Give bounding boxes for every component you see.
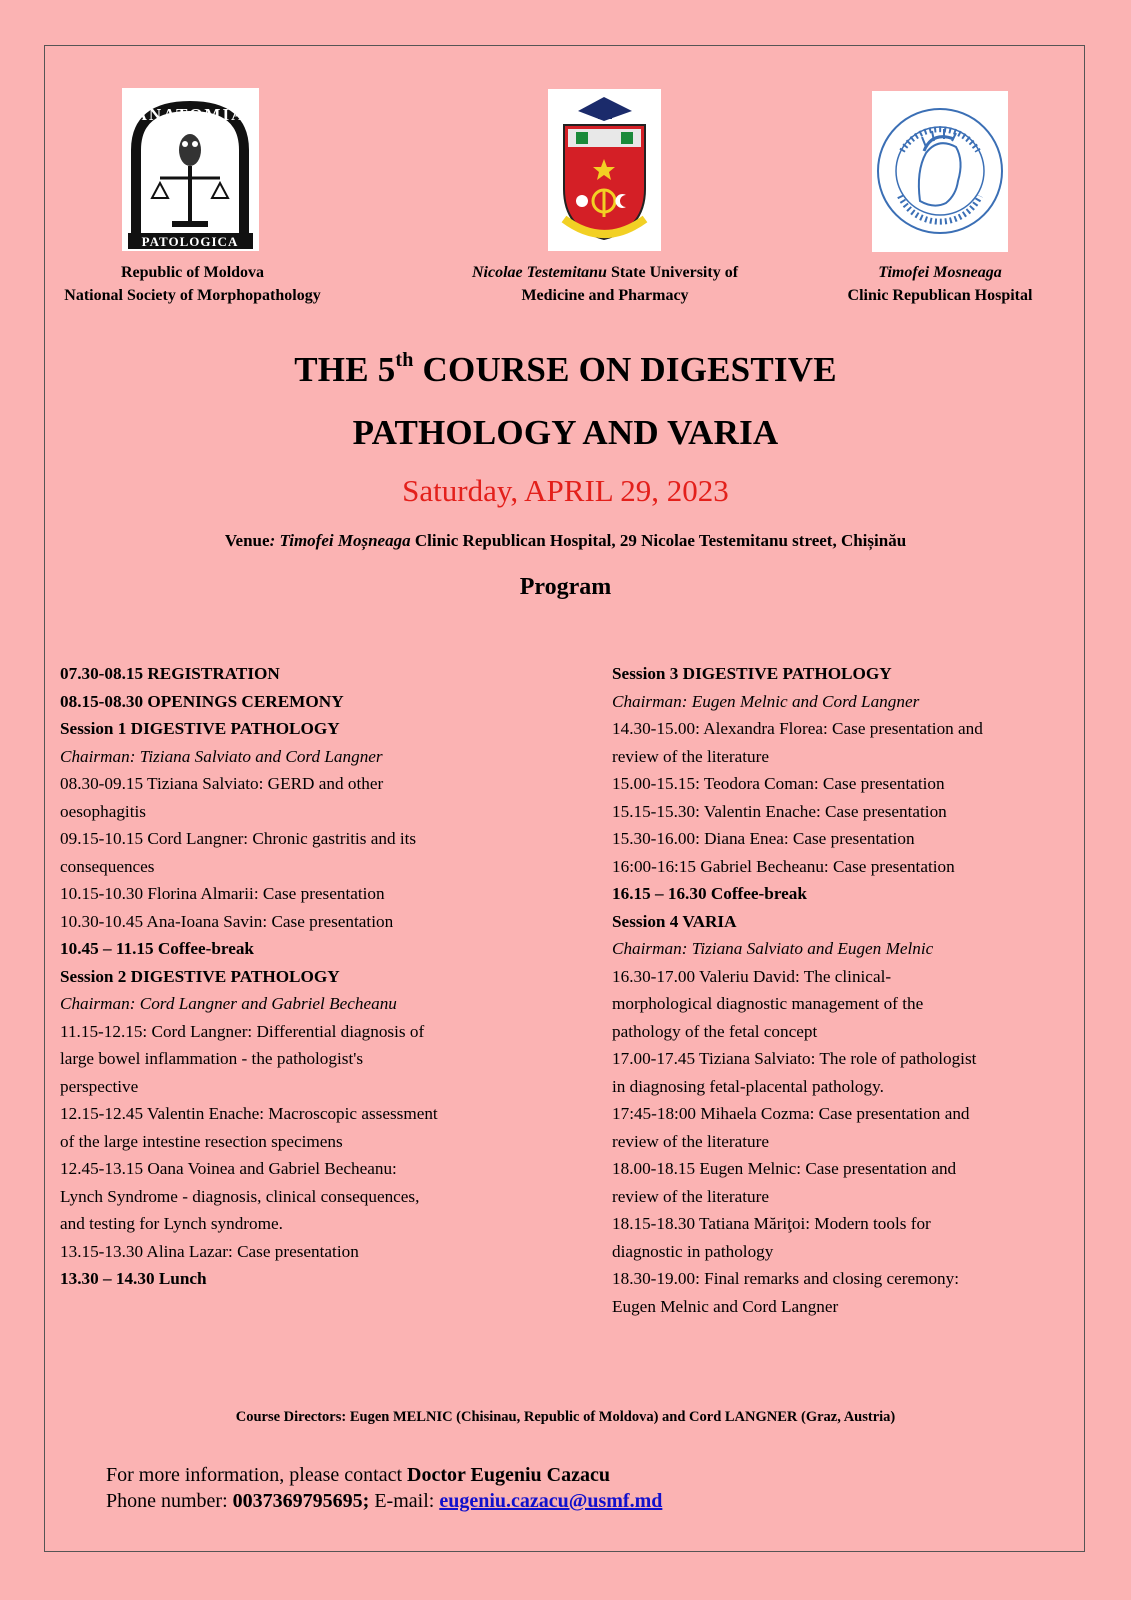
program-item: 12.15-12.45 Valentin Enache: Macroscopic assessment of the large intestine resection specimens — [60, 1104, 438, 1151]
center-org-caption: Nicolae Testemitanu State University of Medicine and Pharmacy — [471, 264, 739, 304]
svg-text:PATOLOGICA: PATOLOGICA — [141, 234, 239, 249]
program-item: Chairman: Tiziana Salviato and Eugen Melnic — [612, 939, 934, 958]
program-item: 16.30-17.00 Valeriu David: The clinical- morphological diagnostic management of the pathology of the fetal concept — [612, 966, 924, 1041]
program-item: 08.30-09.15 Tiziana Salviato: GERD and other oesophagitis — [60, 774, 384, 821]
phone-email-line: Phone number: 0037369795695; E-mail: eugeniu.cazacu@usmf.md — [106, 1490, 663, 1512]
program-item: 08.15-08.30 OPENINGS CEREMONY — [60, 691, 344, 711]
program-item: 07.30-08.15 REGISTRATION — [60, 664, 280, 683]
venue-line: Venue: Timofei Moșneaga Clinic Republican Hospital, 29 Nicolae Testemitanu street, Chișinău — [224, 531, 907, 550]
program-item: Chairman: Eugen Melnic and Cord Langner — [612, 691, 920, 711]
phone-number: 0037369795695; — [232, 1490, 370, 1512]
program-item: 16:00-16:15 Gabriel Becheanu: Case presentation — [612, 856, 955, 876]
program-item: 15.00-15.15: Teodora Coman: Case presentation — [612, 774, 945, 793]
program-item: 10.45 – 11.15 Coffee-break — [60, 939, 254, 958]
program-item: Chairman: Tiziana Salviato and Cord Langner — [60, 746, 383, 766]
program-item: 18.00-18.15 Eugen Melnic: Case presentation and review of the literature — [612, 1159, 957, 1206]
course-title-line2: PATHOLOGY AND VARIA — [352, 413, 779, 452]
course-directors: Course Directors: Eugen MELNIC (Chisinau, Republic of Moldova) and Cord LANGNER (Graz, Austria) — [235, 1409, 896, 1425]
program-item: Session 3 DIGESTIVE PATHOLOGY — [612, 664, 892, 683]
program-item: 09.15-10.15 Cord Langner: Chronic gastritis and its consequences — [60, 829, 417, 876]
svg-text:ANATOMIA: ANATOMIA — [134, 105, 246, 124]
program-item: 17.00-17.45 Tiziana Salviato: The role of pathologist in diagnosing fetal-placental pathology. — [612, 1049, 977, 1096]
anatomia-patologica-logo — [122, 88, 259, 251]
program-item: 10.30-10.45 Ana-Ioana Savin: Case presentation — [60, 911, 394, 931]
program-item: Session 1 DIGESTIVE PATHOLOGY — [60, 719, 340, 738]
program-item: Session 2 DIGESTIVE PATHOLOGY — [60, 966, 340, 986]
program-item: 12.45-13.15 Oana Voinea and Gabriel Becheanu: Lynch Syndrome - diagnosis, clinical consequences, and testing for Lynch syndrome. — [60, 1159, 420, 1233]
program-item: 18.15-18.30 Tatiana Măriţoi: Modern tools for diagnostic in pathology — [612, 1214, 931, 1261]
program-item: Chairman: Cord Langner and Gabriel Becheanu — [60, 994, 397, 1013]
program-item: 10.15-10.30 Florina Almarii: Case presentation — [60, 884, 385, 903]
right-org-caption: Timofei Mosneaga Clinic Republican Hospital — [847, 264, 1033, 304]
program-item: 13.15-13.30 Alina Lazar: Case presentation — [60, 1241, 359, 1261]
left-org-caption: Republic of Moldova National Society of Morphopathology — [64, 264, 321, 304]
program-item: Session 4 VARIA — [612, 911, 737, 931]
event-date: Saturday, APRIL 29, 2023 — [402, 473, 729, 508]
program-item: 16.15 – 16.30 Coffee-break — [612, 884, 807, 903]
contact-info — [106, 1462, 662, 1514]
program-item: 15.15-15.30: Valentin Enache: Case presentation — [612, 801, 947, 821]
program-item: 11.15-12.15: Cord Langner: Differential diagnosis of large bowel inflammation - the pathologist's perspective — [60, 1021, 425, 1096]
program-item: 18.30-19.00: Final remarks and closing ceremony: Eugen Melnic and Cord Langner — [612, 1269, 960, 1316]
program-heading: Program — [519, 574, 612, 600]
program-item: 14.30-15.00: Alexandra Florea: Case presentation and review of the literature — [612, 719, 983, 766]
program-right-column — [612, 660, 1082, 1320]
course-title-line1: THE 5th COURSE ON DIGESTIVE — [294, 349, 837, 389]
program-item: 15.30-16.00: Diana Enea: Case presentation — [612, 829, 915, 848]
hospital-seal-logo — [872, 91, 1008, 252]
email-link[interactable]: eugeniu.cazacu@usmf.md — [439, 1490, 663, 1512]
program-left-column — [60, 660, 530, 1293]
program-item: 17:45-18:00 Mihaela Cozma: Case presentation and review of the literature — [612, 1104, 970, 1151]
program-item: 13.30 – 14.30 Lunch — [60, 1269, 207, 1288]
university-crest-logo — [548, 89, 661, 251]
contact-line: For more information, please contact Doctor Eugeniu Cazacu — [106, 1464, 610, 1486]
